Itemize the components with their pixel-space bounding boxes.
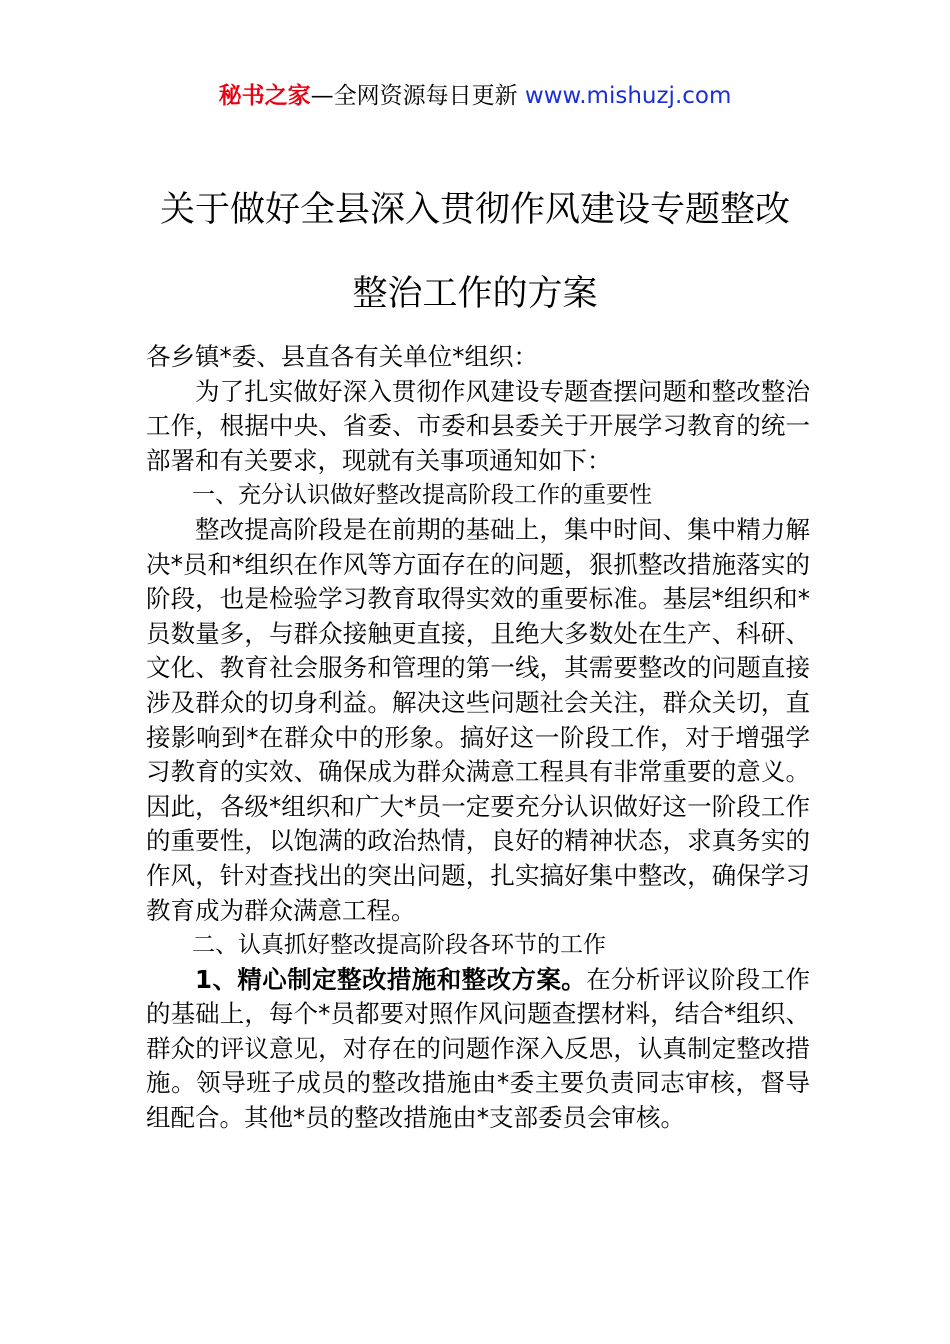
intro-paragraph: 为了扎实做好深入贯彻作风建设专题查摆问题和整改整治工作，根据中央、省委、市委和县委关于开展学习教育的统一部署和有关要求，现就有关事项通知如下： <box>146 376 810 475</box>
section-1-paragraph: 整改提高阶段是在前期的基础上，集中时间、集中精力解决*员和*组织在作风等方面存在的问题，狠抓整改措施落实的阶段，也是检验学习教育取得实效的重要标准。基层*组织和*员数量多，与群众接触更直接，且绝大多数处在生产、科研、文化、教育社会服务和管理的第一线，其需要整改的问题直接涉及群众的切身利益。解决这些问题社会关注，群众关切，直接影响到*在群众中的形象。搞好这一阶段工作，对于增强学习教育的实效、确保成为群众满意工程具有非常重要的意义。因此，各级*组织和广大*员一定要充分认识做好这一阶段工作的重要性，以饱满的政治热情，良好的精神状态，求真务实的作风，针对查找出的突出问题，扎实搞好集中整改，确保学习教育成为群众满意工程。 <box>146 514 810 925</box>
section-1-heading: 一、充分认识做好整改提高阶段工作的重要性 <box>192 482 652 509</box>
section-2-heading: 二、认真抓好整改提高阶段各环节的工作 <box>192 932 606 959</box>
document-title <box>0 168 950 336</box>
item-1-lead: 1、精心制定整改措施和整改方案。 <box>195 964 587 994</box>
site-tagline: —全网资源每日更新 <box>310 83 518 109</box>
item-1-paragraph <box>146 963 810 1136</box>
item-1-text: 在分析评议阶段工作的基础上，每个*员都要对照作风问题查摆材料，结合*组织、群众的评议意见，对存在的问题作深入反思，认真制定整改措施。领导班子成员的整改措施由*委主要负责同志审核，督导组配合。其他*员的整改措施由*支部委员会审核。 <box>146 964 811 1133</box>
title-line-1: 关于做好全县深入贯彻作风建设专题整改 <box>159 190 790 230</box>
document-body <box>146 340 810 1136</box>
title-line-2: 整治工作的方案 <box>352 274 598 314</box>
site-header <box>0 80 950 112</box>
site-url-link[interactable]: www.mishuzj.com <box>524 83 732 109</box>
site-brand: 秘书之家 <box>218 83 311 109</box>
salutation: 各乡镇*委、县直各有关单位*组织： <box>146 342 538 371</box>
